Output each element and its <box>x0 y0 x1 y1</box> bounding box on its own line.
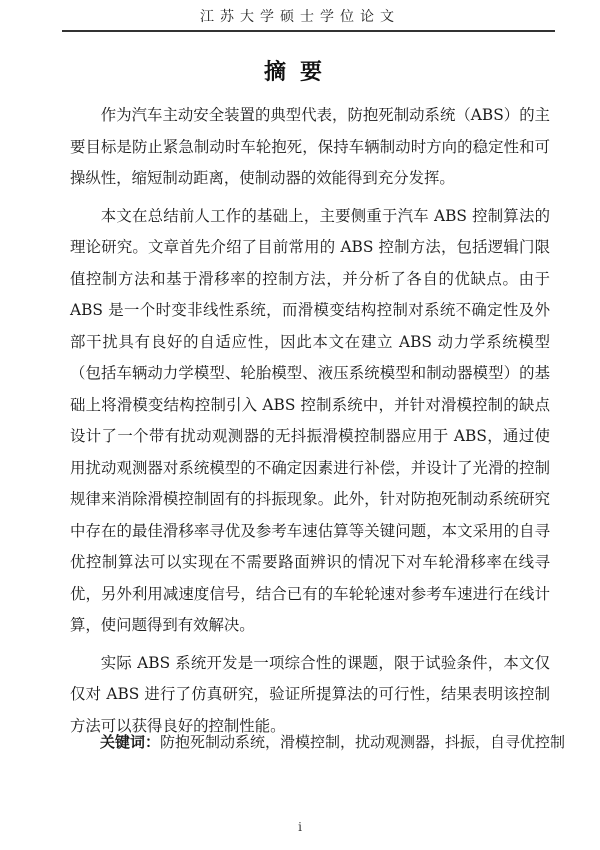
page-title: 摘要 <box>263 60 336 85</box>
page-number: i <box>298 820 302 834</box>
running-header: 江苏大学硕士学位论文 <box>200 9 400 25</box>
abstract-paragraph-2: 本文在总结前人工作的基础上，主要侧重于汽车 ABS 控制算法的理论研究。文章首先介绍了目前常用的 ABS 控制方法，包括逻辑门限值控制方法和基于滑移率的控制方法，并分析了各自的优缺点。由于 ABS 是一个时变非线性系统，而滑模变结构控制对系统不确定性及外部干扰具有良好的自适应性，因此本文在建立 ABS 动力学系统模型（包括车辆动力学模型、轮胎模型、液压系统模型和制动器模型）的基础上将滑模变结构控制引入 ABS 控制系统中，并针对滑模控制的缺点设计了一个带有扰动观测器的无抖振滑模控制器应用于 ABS，通过使用扰动观测器对系统模型的不确定因素进行补偿，并设计了光滑的控制规律来消除滑模控制固有的抖振现象。此外，针对防抱死制动系统研究中存在的最佳滑移率寻优及参考车速估算等关键问题，本文采用的自寻优控制算法可以实现在不需要路面辨识的情况下对车轮滑移率在线寻优，另外利用减速度信号，结合已有的车轮轮速对参考车速进行在线计算，使问题得到有效解决。 <box>70 206 550 634</box>
abstract-paragraph-1: 作为汽车主动安全装置的典型代表，防抱死制动系统（ABS）的主要目标是防止紧急制动时车轮抱死，保持车辆制动时方向的稳定性和可操纵性，缩短制动距离，使制动器的效能得到充分发挥。 <box>70 106 550 187</box>
abstract-body <box>70 100 550 746</box>
abstract-paragraph-3: 实际 ABS 系统开发是一项综合性的课题，限于试验条件，本文仅仅对 ABS 进行了仿真研究，验证所提算法的可行性，结果表明该控制方法可以获得良好的控制性能。 <box>70 653 550 735</box>
keywords-line <box>100 728 566 756</box>
keywords-label: 关键词： <box>100 733 161 751</box>
keywords-value: 防抱死制动系统，滑模控制，扰动观测器，抖振，自寻优控制 <box>160 733 566 751</box>
header-divider <box>62 30 555 32</box>
